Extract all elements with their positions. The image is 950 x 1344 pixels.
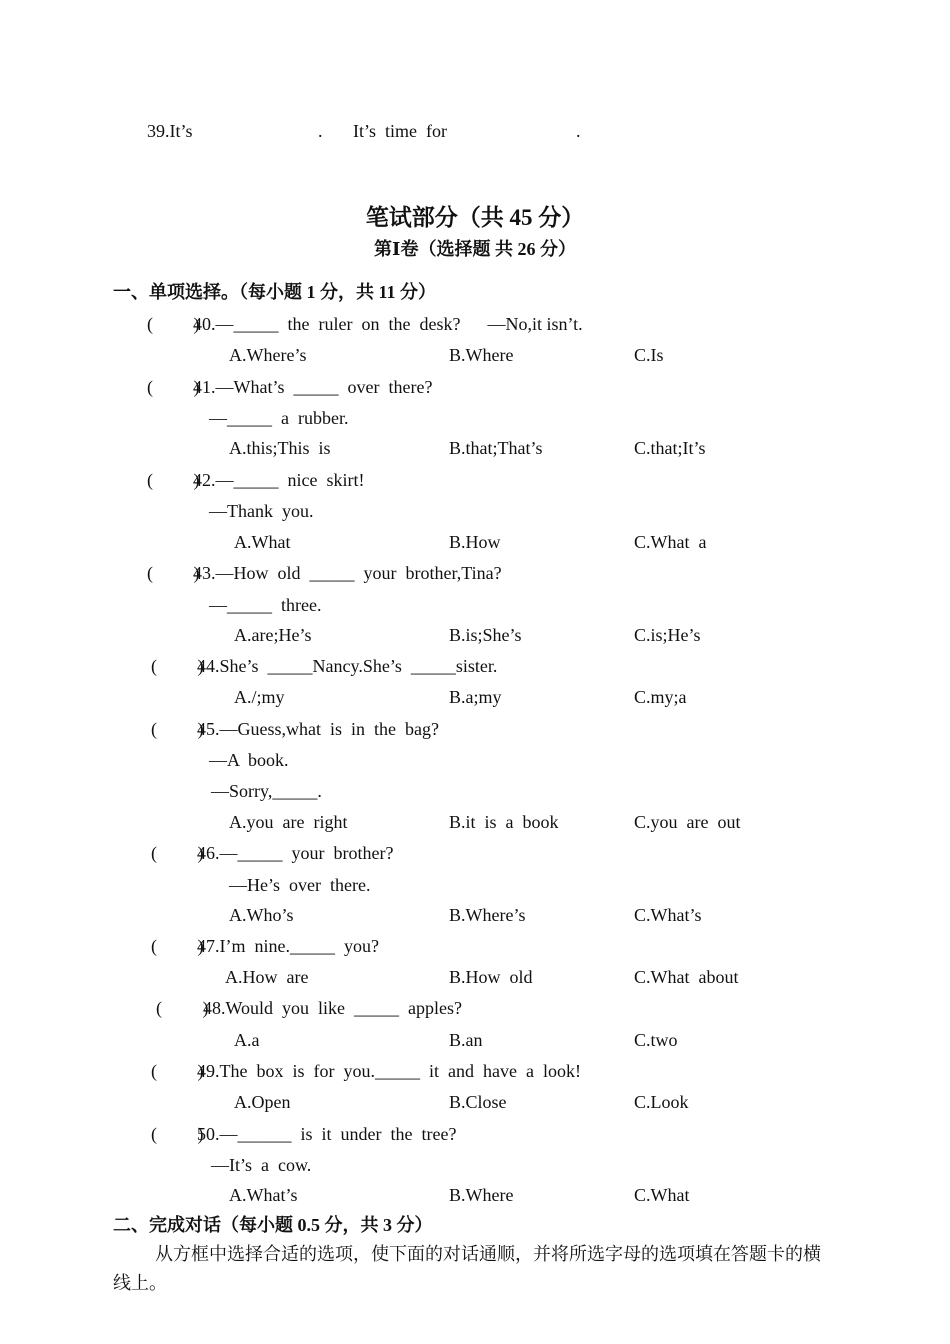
q49-option-a: A.Open [234, 1092, 291, 1112]
q49-stem: 49.The box is for you._____ it and have a look! [197, 1061, 581, 1081]
written-title: 笔试部分（共 45 分） [365, 205, 585, 230]
q48-option-b: B.an [449, 1030, 483, 1050]
q45-option-b: B.it is a book [449, 812, 559, 832]
q43-line2: —_____ three. [209, 595, 322, 615]
q47-option-b: B.How old [449, 967, 533, 987]
q45-stem: 45.—Guess,what is in the bag? [197, 719, 439, 739]
q50-option-b: B.Where [449, 1185, 514, 1205]
q41-line2: —_____ a rubber. [209, 408, 349, 428]
q46-paren: ( ) [151, 843, 204, 863]
q47-option-c: C.What about [634, 967, 739, 987]
q43-option-c: C.is;He’s [634, 625, 701, 645]
q50-paren: ( ) [151, 1124, 204, 1144]
q39-dot1: . [318, 121, 323, 141]
q49-paren: ( ) [151, 1061, 204, 1081]
q46-option-a: A.Who’s [229, 905, 294, 925]
q39-text1: 39.It’s [147, 121, 193, 141]
q44-stem: 44.She’s _____Nancy.She’s _____sister. [197, 656, 498, 676]
q40-option-c: C.Is [634, 345, 664, 365]
q49-option-b: B.Close [449, 1092, 507, 1112]
q42-line2: —Thank you. [209, 501, 314, 521]
q43-stem: 43.—How old _____ your brother,Tina? [193, 563, 502, 583]
q44-option-a: A./;my [234, 687, 285, 707]
section2-title: 二、完成对话（每小题 0.5 分，共 3 分） [113, 1215, 433, 1235]
q46-line2: —He’s over there. [229, 875, 371, 895]
q46-option-b: B.Where’s [449, 905, 526, 925]
q42-option-c: C.What a [634, 532, 707, 552]
q46-option-c: C.What’s [634, 905, 702, 925]
q50-stem: 50.—______ is it under the tree? [197, 1124, 457, 1144]
q46-stem: 46.—_____ your brother? [197, 843, 394, 863]
q45-option-c: C.you are out [634, 812, 741, 832]
q47-stem: 47.I’m nine._____ you? [197, 936, 379, 956]
q39-text2: It’s time for [353, 121, 447, 141]
q44-option-c: C.my;a [634, 687, 687, 707]
q50-line2: —It’s a cow. [211, 1155, 312, 1175]
q42-paren: ( ) [147, 470, 200, 490]
q48-option-c: C.two [634, 1030, 678, 1050]
q45-line2: —A book. [209, 750, 289, 770]
q45-option-a: A.you are right [229, 812, 348, 832]
q48-option-a: A.a [234, 1030, 260, 1050]
q41-paren: ( ) [147, 377, 200, 397]
q50-option-a: A.What’s [229, 1185, 298, 1205]
q43-option-a: A.are;He’s [234, 625, 312, 645]
section1-title: 一、单项选择。（每小题 1 分，共 11 分） [113, 282, 437, 302]
q47-option-a: A.How are [225, 967, 309, 987]
q44-paren: ( ) [151, 656, 204, 676]
q40-option-b: B.Where [449, 345, 514, 365]
q42-option-b: B.How [449, 532, 501, 552]
q43-option-b: B.is;She’s [449, 625, 522, 645]
q40-option-a: A.Where’s [229, 345, 307, 365]
q49-option-c: C.Look [634, 1092, 689, 1112]
q47-paren: ( ) [151, 936, 204, 956]
q41-option-c: C.that;It’s [634, 438, 706, 458]
q41-option-a: A.this;This is [229, 438, 331, 458]
q44-option-b: B.a;my [449, 687, 502, 707]
q50-option-c: C.What [634, 1185, 690, 1205]
q40-paren: ( ) [147, 314, 200, 334]
q48-paren: ( ) [156, 998, 209, 1018]
q42-option-a: A.What [234, 532, 291, 552]
q42-stem: 42.—_____ nice skirt! [193, 470, 365, 490]
q41-stem: 41.—What’s _____ over there? [193, 377, 433, 397]
q43-paren: ( ) [147, 563, 200, 583]
written-subtitle: 第Ⅰ卷（选择题 共 26 分） [374, 239, 576, 259]
q45-line3: —Sorry,_____. [211, 781, 322, 801]
q39-dot2: . [576, 121, 581, 141]
q48-stem: 48.Would you like _____ apples? [203, 998, 463, 1018]
section2-instruction-line1: 从方框中选择合适的选项，使下面的对话通顺，并将所选字母的选项填在答题卡的横 [155, 1244, 821, 1264]
section2-instruction-line2: 线上。 [113, 1273, 167, 1293]
q45-paren: ( ) [151, 719, 204, 739]
q41-option-b: B.that;That’s [449, 438, 543, 458]
q40-stem: 40.—_____ the ruler on the desk? —No,it isn’t. [193, 314, 583, 334]
